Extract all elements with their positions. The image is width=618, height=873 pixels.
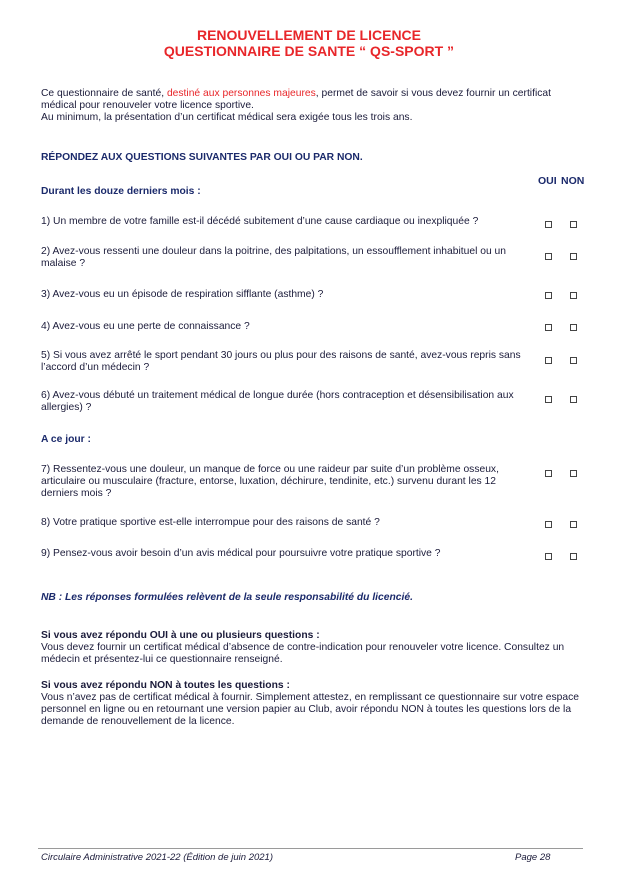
question-2: 2) Avez-vous ressenti une douleur dans la poitrine, des palpitations, un essoufflement inhabituel ou un malaise ? [41,246,506,269]
question-4: 4) Avez-vous eu une perte de connaissance ? [41,321,250,332]
if-no-text: Vous n’avez pas de certificat médical à fournir. Simplement attestez, en remplissant ce questionnaire sur votre espace personnel en ligne ou en retournant une version papier au Club, avoir répondu NON à toutes les questions lors de la demande de renouvellement de la licence. [41,692,580,727]
if-no-heading: Si vous avez répondu NON à toutes les questions : [41,680,290,691]
intro-part1: Ce questionnaire de santé, [41,88,167,99]
if-no-block [41,680,581,728]
q4-no-checkbox[interactable] [570,324,577,331]
intro-line2: Au minimum, la présentation d’un certificat médical sera exigée tous les trois ans. [41,112,413,123]
q7-no-checkbox[interactable] [570,470,577,477]
question-1: 1) Un membre de votre famille est-il décédé subitement d’une cause cardiaque ou inexpliquée ? [41,216,479,227]
q1-yes-checkbox[interactable] [545,221,552,228]
q5-no-checkbox[interactable] [570,357,577,364]
section1-heading: Durant les douze derniers mois : [41,186,201,197]
footer-divider [38,848,583,849]
q5-yes-checkbox[interactable] [545,357,552,364]
q6-no-checkbox[interactable] [570,396,577,403]
title-line-1: RENOUVELLEMENT DE LICENCE [196,27,421,43]
nb-note: NB : Les réponses formulées relèvent de la seule responsabilité du licencié. [41,592,413,603]
if-yes-heading: Si vous avez répondu OUI à une ou plusieurs questions : [41,630,320,641]
q9-no-checkbox[interactable] [570,553,577,560]
q7-yes-checkbox[interactable] [545,470,552,477]
footer-page-number: Page 28 [515,852,551,863]
column-no-header: NON [561,175,585,187]
intro-part2: , permet de savoir si vous devez fournir un certificat médical pour renouveler votre licence sportive. [41,88,551,111]
question-9: 9) Pensez-vous avoir besoin d’un avis médical pour poursuivre votre pratique sportive ? [41,548,441,559]
intro-paragraph [41,88,581,124]
q3-yes-checkbox[interactable] [545,292,552,299]
q9-yes-checkbox[interactable] [545,553,552,560]
q1-no-checkbox[interactable] [570,221,577,228]
instructions: RÉPONDEZ AUX QUESTIONS SUIVANTES PAR OUI OU PAR NON. [41,152,363,163]
column-yes-header: OUI [538,175,557,187]
q3-no-checkbox[interactable] [570,292,577,299]
question-3: 3) Avez-vous eu un épisode de respiration sifflante (asthme) ? [41,289,324,300]
q8-no-checkbox[interactable] [570,521,577,528]
intro-highlight: destiné aux personnes majeures [166,88,316,99]
title-line-2: QUESTIONNAIRE DE SANTE “ QS-SPORT ” [163,43,455,59]
q4-yes-checkbox[interactable] [545,324,552,331]
question-5: 5) Si vous avez arrêté le sport pendant 30 jours ou plus pour des raisons de santé, avez-vous repris sans l’accord d’un médecin ? [41,350,521,373]
q2-yes-checkbox[interactable] [545,253,552,260]
question-7: 7) Ressentez-vous une douleur, un manque de force ou une raideur par suite d’un problème osseux, articulaire ou musculaire (fracture, entorse, luxation, déchirure, tendinite, etc.) survenu durant les 12 derniers mois ? [41,464,499,499]
if-yes-block [41,630,581,666]
footer-left: Circulaire Administrative 2021-22 (Édition de juin 2021) [41,852,273,863]
q8-yes-checkbox[interactable] [545,521,552,528]
q6-yes-checkbox[interactable] [545,396,552,403]
section2-heading: A ce jour : [41,434,91,445]
question-8: 8) Votre pratique sportive est-elle interrompue pour des raisons de santé ? [41,517,380,528]
q2-no-checkbox[interactable] [570,253,577,260]
if-yes-text: Vous devez fournir un certificat médical d’absence de contre-indication pour renouveler votre licence. Consultez un médecin et présentez-lui ce questionnaire renseigné. [41,642,565,665]
question-6: 6) Avez-vous débuté un traitement médical de longue durée (hors contraception et désensibilisation aux allergies) ? [41,390,514,413]
